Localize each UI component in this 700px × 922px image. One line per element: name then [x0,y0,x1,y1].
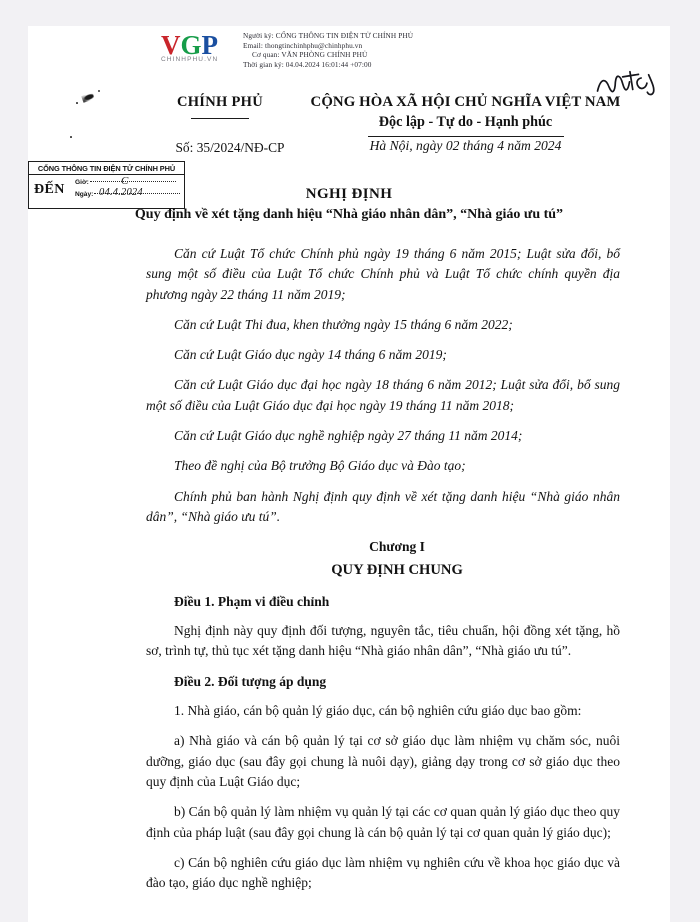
arrival-stamp-date-value: 04.4.2024 [99,187,143,198]
signature-time: Thời gian ký: 04.04.2024 16:01:44 +07:00 [243,59,372,69]
logo-letter-g: G [180,30,202,60]
preamble-paragraph: Căn cứ Luật Giáo dục đại học ngày 18 tháng 6 năm 2012; Luật sửa đổi, bổ sung một số điều của Luật Giáo dục đại học ngày 19 tháng 11 năm 2018; [146,377,620,413]
dotted-line [90,181,176,182]
article-paragraph: Nghị định này quy định đối tượng, nguyên tắc, tiêu chuẩn, hội đồng xét tặng, hồ sơ, trình tự, thủ tục xét tặng danh hiệu “Nhà giáo nhân dân”, “Nhà giáo ưu tú”. [146,623,620,659]
document-page [28,26,670,922]
agency-divider [191,118,249,119]
digital-signature-block [161,30,461,76]
chapter-number: Chương I [369,539,425,555]
arrival-stamp-label: ĐẾN [34,182,65,197]
document-body [146,244,620,903]
signature-signer: Người ký: CỔNG THÔNG TIN ĐIỆN TỬ CHÍNH PHỦ [243,31,414,40]
signature-details [243,31,413,69]
arrival-stamp-title: CỔNG THÔNG TIN ĐIỆN TỬ CHÍNH PHỦ [29,162,184,175]
document-number: Số: 35/2024/NĐ-CP [175,140,285,155]
chapter-name: QUY ĐỊNH CHUNG [331,561,463,578]
scan-speck-artifact [70,136,72,138]
preamble-paragraph: Căn cứ Luật Giáo dục ngày 14 tháng 6 năm 2019; [174,347,447,363]
national-heading-block [293,94,638,137]
preamble-paragraph: Căn cứ Luật Tổ chức Chính phủ ngày 19 tháng 6 năm 2015; Luật sửa đổi, bổ sung một số điều của Luật Tổ chức Chính phủ và Luật Tổ chức chính quyền địa phương ngày 22 tháng 11 năm 2019; [146,246,620,302]
preamble-paragraph: Theo đề nghị của Bộ trưởng Bộ Giáo dục và Đào tạo; [174,458,466,474]
logo-letter-p: P [201,30,219,60]
article-paragraph: c) Cán bộ nghiên cứu giáo dục làm nhiệm vụ nghiên cứu về khoa học giáo dục và đào tạo, giáo dục nghề nghiệp; [146,854,620,891]
article-paragraph: b) Cán bộ quản lý làm nhiệm vụ quản lý tại các cơ quan quản lý giáo dục theo quy định của pháp luật (sau đây gọi chung là cán bộ quản lý tại cơ quan quản lý giáo dục); [146,804,620,840]
arrival-stamp-time-value: C [121,175,129,187]
logo-letter-v: V [161,30,181,60]
article-heading-2: Điều 2. Đối tượng áp dụng [174,673,327,689]
national-motto: Độc lập - Tự do - Hạnh phúc [378,114,553,130]
arrival-stamp-time-label: Giờ: [75,179,89,186]
preamble-paragraph: Căn cứ Luật Giáo dục nghề nghiệp ngày 27 tháng 11 năm 2014; [174,428,523,444]
decree-subtitle: Quy định về xét tặng danh hiệu “Nhà giáo nhân dân”, “Nhà giáo ưu tú” [134,207,564,222]
scan-speck-artifact [76,102,78,104]
arrival-stamp-date-label: Ngày: [75,191,94,198]
preamble-paragraph: Căn cứ Luật Thi đua, khen thưởng ngày 15 tháng 6 năm 2022; [174,316,513,332]
logo-subtitle: CHINHPHU.VN [161,56,219,63]
scan-speck-artifact [98,90,100,92]
decree-title-block [58,186,640,223]
scan-smudge-artifact [81,92,95,103]
preamble-paragraph: Chính phủ ban hành Nghị định quy định về xét tặng danh hiệu “Nhà giáo nhân dân”, “Nhà giáo ưu tú”. [146,488,620,524]
article-paragraph: 1. Nhà giáo, cán bộ quản lý giáo dục, cán bộ nghiên cứu giáo dục bao gồm: [174,703,582,719]
decree-title: NGHỊ ĐỊNH [305,186,393,202]
article-heading-1: Điều 1. Phạm vi điều chỉnh [174,593,330,609]
signature-organization: Cơ quan: VĂN PHÒNG CHÍNH PHỦ [252,50,368,60]
article-paragraph: a) Nhà giáo và cán bộ quản lý tại cơ sở giáo dục làm nhiệm vụ chăm sóc, nuôi dưỡng, giáo dục (sau đây gọi chung là nuôi dạy), giảng dạy trong cơ sở giáo dục theo quy định của Luật Giáo dục; [146,733,620,789]
place-and-date: Hà Nội, ngày 02 tháng 4 năm 2024 [369,138,562,153]
issuing-agency-block [140,94,300,119]
national-title: CỘNG HÒA XÃ HỘI CHỦ NGHĨA VIỆT NAM [310,94,621,110]
issuing-agency: CHÍNH PHỦ [176,94,264,110]
vgp-logo-icon [161,32,239,64]
signature-email: Email: thongtinchinhphu@chinhphu.vn [243,40,363,50]
